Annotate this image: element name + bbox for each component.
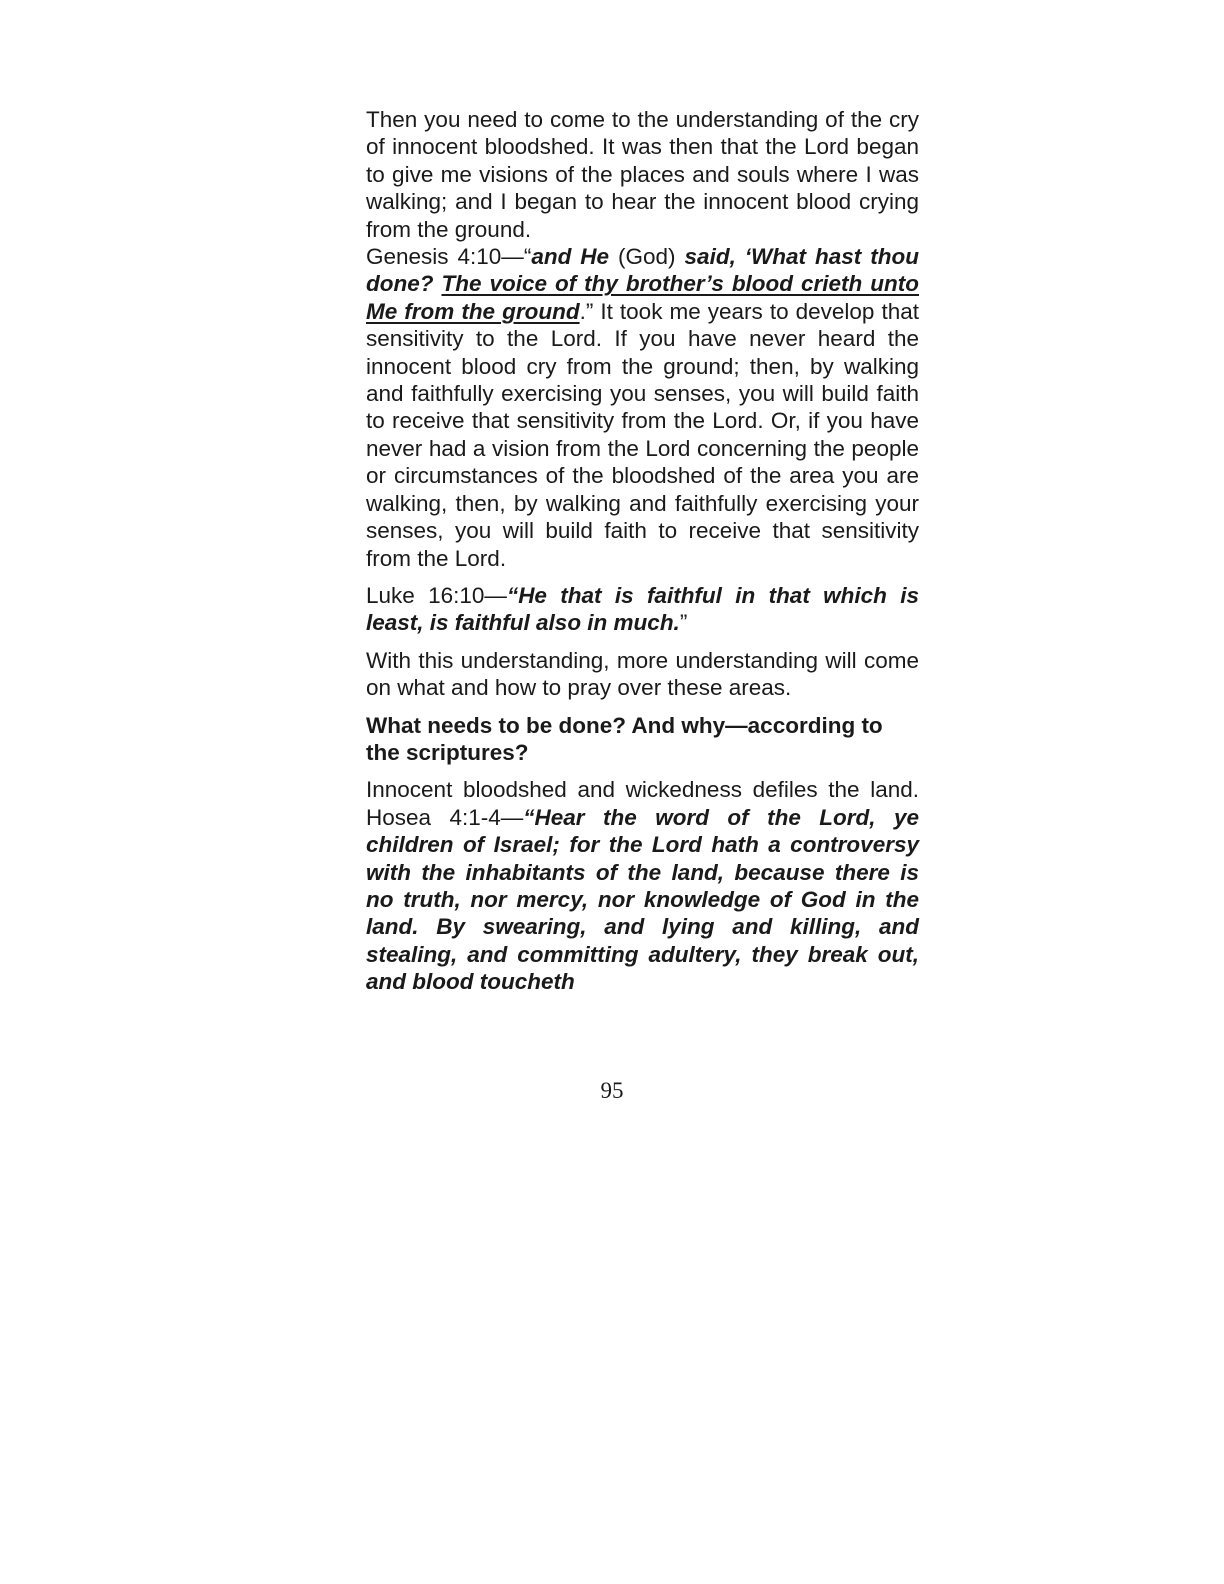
scripture-quote-underlined: The voice of thy brother’s blood crieth unto Me from the ground xyxy=(366,271,919,324)
scripture-quote-part: and He xyxy=(531,244,610,270)
close-quote: ” xyxy=(679,610,688,636)
page-body xyxy=(366,106,919,996)
scripture-aside: (God) xyxy=(609,244,685,270)
section-heading: What needs to be done? And why—according to the scriptures? xyxy=(366,712,883,765)
scripture-reference-luke: Luke 16:10— xyxy=(366,582,507,608)
paragraph-luke xyxy=(366,582,919,637)
scripture-quote-part: said, ‘What hast thou done? xyxy=(366,244,919,297)
scripture-reference-genesis: Genesis 4:10— xyxy=(366,244,524,270)
paragraph-understanding: With this understanding, more understanding will come on what and how to pray over these areas. xyxy=(366,647,919,701)
scripture-quote-hosea: Hear the word of the Lord, ye children of Israel; for the Lord hath a controversy with the inhabitants of the land, because there is no truth, nor mercy, nor knowledge of God in the land. By swearing, and lying and killing, and stealing, and committing adultery, they break out, and blood toucheth xyxy=(366,804,919,995)
paragraph-innocent-bloodshed: Then you need to come to the understanding of the cry of innocent bloodshed. It was then that the Lord began to give me visions of the places and souls where I was walking; and I began to hear the innocent blood crying from the ground. xyxy=(366,107,919,242)
close-quote: .” xyxy=(579,298,601,324)
paragraph-genesis xyxy=(366,243,919,572)
open-quote: “ xyxy=(523,804,535,830)
paragraph-hosea xyxy=(366,776,919,995)
scripture-quote-luke: He that is faithful in that which is least, is faithful also in much. xyxy=(366,582,919,636)
open-quote: “ xyxy=(506,582,519,608)
paragraph-sensitivity: It took me years to develop that sensitivity to the Lord. If you have never heard the innocent blood cry from the ground; then, by walking and faithfully exercising you senses, you will build faith to receive that sensitivity from the Lord. Or, if you have never had a vision from the Lord concerning the people or circumstances of the bloodshed of the area you are walking, then, by walking and faithfully exercising your senses, you will build faith to receive that sensitivity from the Lord. xyxy=(366,298,919,571)
hosea-intro: Innocent bloodshed and wickedness defiles the land. Hosea 4:1-4— xyxy=(366,777,919,830)
open-quote: “ xyxy=(523,244,532,270)
page-number: 95 xyxy=(600,1078,624,1103)
